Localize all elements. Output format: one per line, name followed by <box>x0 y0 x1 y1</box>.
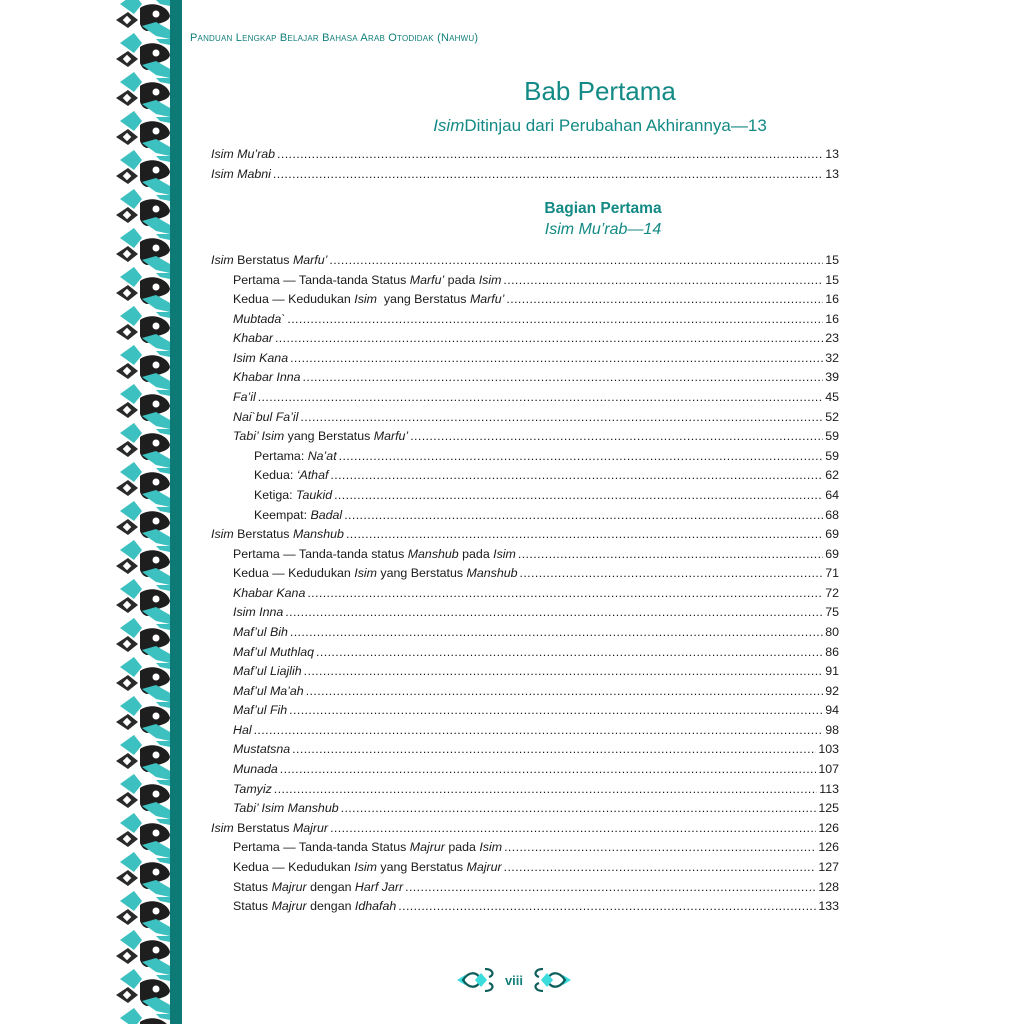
toc-entry <box>211 780 839 800</box>
toc-entry <box>211 165 839 185</box>
toc-title-italic: Mustatsna <box>233 742 291 757</box>
toc-title-italic: Isim Kana <box>233 350 289 365</box>
toc-entry <box>211 466 839 486</box>
toc-entry <box>211 525 839 545</box>
toc-entry-title <box>233 897 396 917</box>
dot-leader <box>329 251 823 271</box>
toc-entry-title <box>233 368 301 388</box>
toc-title-italic: Isim <box>211 253 234 267</box>
toc-page-number: 62 <box>825 468 839 483</box>
toc-entry <box>211 251 839 271</box>
toc-entry <box>211 329 839 349</box>
section-subtitle: Isim Mu’rab—14 <box>544 221 662 238</box>
dot-leader <box>518 545 823 565</box>
toc-title-italic: Manshub <box>407 546 459 561</box>
toc-title-italic: Isim Mabni <box>211 166 271 181</box>
toc-title-italic: Idhafah <box>354 899 397 914</box>
toc-page-number: 59 <box>825 448 839 463</box>
toc-entry-title <box>233 643 314 663</box>
dot-leader <box>289 701 823 721</box>
dot-leader <box>504 838 816 858</box>
toc-page-number: 80 <box>825 624 839 639</box>
toc-title-text: yang Berstatus <box>284 429 374 444</box>
toc-entry <box>211 486 839 506</box>
toc-title-italic: Maf’ul Liajlih <box>233 664 302 679</box>
toc-title-italic: Tamyiz <box>233 781 272 796</box>
toc-entry-title <box>233 623 288 643</box>
toc-title-italic: Nai`bul Fa’il <box>233 409 299 424</box>
toc-title-italic: Majrur <box>409 840 445 855</box>
toc-entry <box>211 564 839 584</box>
toc-entry <box>211 682 839 702</box>
toc-entry <box>211 878 839 898</box>
toc-page-number: 69 <box>825 527 839 542</box>
toc-page-number: 68 <box>825 507 839 522</box>
toc-entry-title <box>233 564 518 584</box>
toc-page-number: 133 <box>818 899 839 914</box>
toc-title-text: Kedua — Kedudukan <box>233 292 355 307</box>
dot-leader <box>307 584 823 604</box>
dot-leader <box>287 310 823 330</box>
toc-entry-title <box>233 799 339 819</box>
toc-entry <box>211 506 839 526</box>
toc-title-italic: Marfu’ <box>373 429 409 444</box>
dot-leader <box>273 165 823 185</box>
toc-page-number: 23 <box>825 331 839 346</box>
dot-leader <box>292 740 816 760</box>
toc-title-text: Kedua — Kedudukan <box>233 566 355 581</box>
toc-title-text: Pertama — Tanda-tanda status <box>233 546 408 561</box>
toc-page-number: 15 <box>825 253 839 267</box>
toc-entry-title <box>211 251 327 271</box>
toc-entry <box>211 545 839 565</box>
toc-page-number: 15 <box>825 272 839 287</box>
toc-page-number: 126 <box>818 820 839 835</box>
dot-leader <box>316 643 823 663</box>
toc-title-text: yang Berstatus <box>376 566 467 581</box>
dot-leader <box>274 780 817 800</box>
toc-title-text: pada <box>444 272 479 287</box>
toc-page-number: 91 <box>825 664 839 679</box>
dot-leader <box>275 329 823 349</box>
toc-title-italic: Hal <box>233 722 252 737</box>
dot-leader <box>503 271 823 291</box>
dot-leader <box>258 388 823 408</box>
toc-page-number: 13 <box>825 166 839 181</box>
dot-leader <box>300 408 823 428</box>
toc-page-number: 59 <box>825 429 839 444</box>
running-header: Panduan Lengkap Belajar Bahasa Arab Otodidak (Nahwu) <box>190 32 479 44</box>
toc-entry <box>211 271 839 291</box>
chapter-subtitle-italic: Isim <box>433 116 465 135</box>
toc-page-number: 107 <box>818 762 839 777</box>
toc-title-text: Ketiga: <box>254 487 297 502</box>
toc-entry-title <box>233 878 403 898</box>
toc-page-number: 45 <box>825 390 839 405</box>
chapter-subtitle <box>182 116 1024 136</box>
toc-entry-title <box>233 329 273 349</box>
dot-leader <box>290 349 823 369</box>
toc-entry-title <box>254 506 342 526</box>
toc-entry <box>211 349 839 369</box>
toc-page-number: 127 <box>818 859 839 874</box>
toc-entry <box>211 819 839 839</box>
dot-leader <box>344 506 823 526</box>
toc-entry <box>211 584 839 604</box>
dot-leader <box>254 721 824 741</box>
dot-leader <box>410 427 823 447</box>
dot-leader <box>303 368 824 388</box>
toc-title-italic: Isim <box>211 820 234 835</box>
dot-leader <box>504 858 817 878</box>
dot-leader <box>280 760 817 780</box>
toc-page-number: 16 <box>825 292 839 307</box>
toc-title-text: Status <box>233 899 272 914</box>
toc-page-number: 126 <box>818 840 839 855</box>
toc-entry <box>211 721 839 741</box>
dot-leader <box>334 486 823 506</box>
toc-title-italic: Manshub <box>292 527 344 542</box>
toc-title-italic: Khabar <box>233 331 273 346</box>
dot-leader <box>405 878 816 898</box>
toc-entry <box>211 838 839 858</box>
toc-title-italic: Isim <box>211 527 234 542</box>
toc-entry-title <box>233 310 285 330</box>
toc-title-italic: Maf’ul Ma’ah <box>233 683 304 698</box>
chapter-title <box>182 76 1024 107</box>
toc-entry-title <box>254 466 328 486</box>
toc-entry <box>211 310 839 330</box>
toc-title-italic: Isim Mu’rab <box>211 147 276 161</box>
toc-title-text: dengan <box>306 879 355 894</box>
toc-title-text: yang Berstatus <box>376 859 467 874</box>
toc-title-text: yang Berstatus <box>376 292 470 307</box>
toc-title-text: Status <box>233 879 272 894</box>
toc-title-italic: Marfu’ <box>292 253 328 267</box>
toc-title-italic: Tabi’ Isim Manshub <box>233 801 339 816</box>
toc-title-italic: Marfu’ <box>469 292 505 307</box>
toc-title-italic: Majrur <box>271 879 307 894</box>
dot-leader <box>306 682 824 702</box>
toc-title-text: Kedua: <box>254 468 297 483</box>
toc-page-number: 39 <box>825 370 839 385</box>
toc-title-text: Keempat: <box>254 507 311 522</box>
toc-entry-title <box>233 408 298 428</box>
toc-title-italic: Taukid <box>296 487 333 502</box>
toc-entry-title <box>233 271 501 291</box>
page-footer <box>455 965 573 995</box>
toc-entry-title <box>233 545 516 565</box>
toc-entry <box>211 740 839 760</box>
toc-entry <box>211 760 839 780</box>
toc-title-text: Pertama — Tanda-tanda Status <box>233 272 410 287</box>
toc-title-text: Kedua — Kedudukan <box>233 859 355 874</box>
toc-entry-title <box>233 682 304 702</box>
toc-page-number: 71 <box>825 566 839 581</box>
toc-entry-title <box>233 838 502 858</box>
dot-leader <box>285 603 823 623</box>
toc-title-text: Berstatus <box>233 253 293 267</box>
toc-page-number: 72 <box>825 585 839 600</box>
toc-title-italic: Isim <box>354 292 377 307</box>
toc-title-italic: Badal <box>310 507 343 522</box>
toc-entry-title <box>233 721 252 741</box>
toc-entry <box>211 643 839 663</box>
toc-entry-title <box>254 447 337 467</box>
toc-entry-title <box>211 165 271 185</box>
toc-entry <box>211 701 839 721</box>
toc-entry <box>211 858 839 878</box>
toc-entry-title <box>211 525 344 545</box>
toc-page-number: 75 <box>825 605 839 620</box>
toc-entry <box>211 388 839 408</box>
toc-title-italic: Maf’ul Fih <box>233 703 288 718</box>
toc-entry <box>211 662 839 682</box>
page-number: viii <box>504 972 524 988</box>
toc-title-italic: Tabi’ Isim <box>233 429 285 444</box>
toc-entry <box>211 623 839 643</box>
dot-leader <box>346 525 823 545</box>
toc-title-text: Pertama — Tanda-tanda Status <box>233 840 410 855</box>
dot-leader <box>520 564 824 584</box>
toc-entry <box>211 145 839 165</box>
toc-entry-title <box>233 349 288 369</box>
toc-page-number: 16 <box>825 311 839 326</box>
toc-entry <box>211 368 839 388</box>
toc-entry-title <box>211 145 275 165</box>
toc-entry-title <box>233 780 272 800</box>
toc-title-text: Berstatus <box>233 527 293 542</box>
section-title: Bagian Pertama <box>544 200 662 217</box>
toc-entry-title <box>211 819 328 839</box>
toc-entry <box>211 447 839 467</box>
dot-leader <box>290 623 823 643</box>
teal-margin-bar <box>170 0 182 1024</box>
toc-page-number: 69 <box>825 546 839 561</box>
dot-leader <box>330 466 823 486</box>
chapter-subtitle-rest: Ditinjau dari Perubahan Akhirannya—13 <box>464 116 767 135</box>
toc-entry-title <box>233 701 287 721</box>
toc-page-number: 103 <box>818 742 839 757</box>
toc-title-italic: Manshub <box>466 566 518 581</box>
dot-leader <box>277 145 823 165</box>
toc-title-text: Berstatus <box>233 820 293 835</box>
dot-leader <box>341 799 817 819</box>
toc-page-number: 52 <box>825 409 839 424</box>
toc-entry-title <box>233 603 283 623</box>
toc-title-text: pada <box>444 840 480 855</box>
toc-title-italic: Na’at <box>307 448 337 463</box>
toc-page-number: 92 <box>825 683 839 698</box>
toc-title-italic: Khabar Kana <box>233 585 306 600</box>
toc-title-italic: Isim Inna <box>233 605 284 620</box>
toc-entry-title <box>233 427 408 447</box>
toc-title-text: dengan <box>306 899 355 914</box>
toc-page-number: 113 <box>819 781 839 796</box>
decorative-border-pattern <box>112 0 172 1024</box>
toc-title-italic: Khabar Inna <box>233 370 301 385</box>
dot-leader <box>330 819 816 839</box>
dot-leader <box>398 897 816 917</box>
toc-top-list <box>211 145 839 184</box>
toc-title-italic: Isim <box>354 566 377 581</box>
toc-title-text: pada <box>458 546 494 561</box>
toc-entry <box>211 603 839 623</box>
toc-page-number: 32 <box>825 350 839 365</box>
toc-entry-title <box>233 740 290 760</box>
toc-page-number: 125 <box>818 801 839 816</box>
toc-entry <box>211 897 839 917</box>
toc-title-italic: Mubtada` <box>233 311 286 326</box>
toc-page-number: 98 <box>825 722 839 737</box>
dot-leader <box>304 662 824 682</box>
toc-title-italic: Harf Jarr <box>354 879 404 894</box>
toc-title-italic: Marfu’ <box>409 272 445 287</box>
toc-page-number: 128 <box>818 879 839 894</box>
toc-title-italic: Isim <box>493 546 516 561</box>
toc-title-italic: Majrur <box>271 899 307 914</box>
dot-leader <box>339 447 824 467</box>
chapter-title-text: Bab Pertama <box>524 76 676 106</box>
toc-entry-title <box>233 662 302 682</box>
toc-title-italic: Isim <box>354 859 377 874</box>
toc-entry-title <box>233 388 256 408</box>
toc-title-italic: Majrur <box>292 820 329 835</box>
toc-entry-title <box>254 486 332 506</box>
toc-entry <box>211 290 839 310</box>
toc-entry-title <box>233 584 305 604</box>
toc-entry <box>211 427 839 447</box>
toc-page-number: 64 <box>825 487 839 502</box>
toc-main-list <box>211 251 839 917</box>
toc-title-text: Pertama: <box>254 448 308 463</box>
left-ornament-icon <box>455 965 497 995</box>
toc-title-italic: ‘Athaf <box>296 468 329 483</box>
toc-page-number: 13 <box>825 147 839 161</box>
toc-entry-title <box>233 290 504 310</box>
toc-entry-title <box>233 858 502 878</box>
right-ornament-icon <box>531 965 573 995</box>
toc-title-italic: Munada <box>233 762 278 777</box>
toc-title-italic: Isim <box>479 840 503 855</box>
toc-page-number: 94 <box>825 703 839 718</box>
toc-title-italic: Majrur <box>466 859 502 874</box>
toc-title-italic: Maf’ul Muthlaq <box>233 644 315 659</box>
dot-leader <box>506 290 823 310</box>
toc-entry <box>211 408 839 428</box>
toc-title-italic: Maf’ul Bih <box>233 624 288 639</box>
toc-title-italic: Fa’il <box>233 390 256 405</box>
toc-title-italic: Isim <box>478 272 502 287</box>
toc-entry-title <box>233 760 278 780</box>
toc-page-number: 86 <box>825 644 839 659</box>
toc-entry <box>211 799 839 819</box>
